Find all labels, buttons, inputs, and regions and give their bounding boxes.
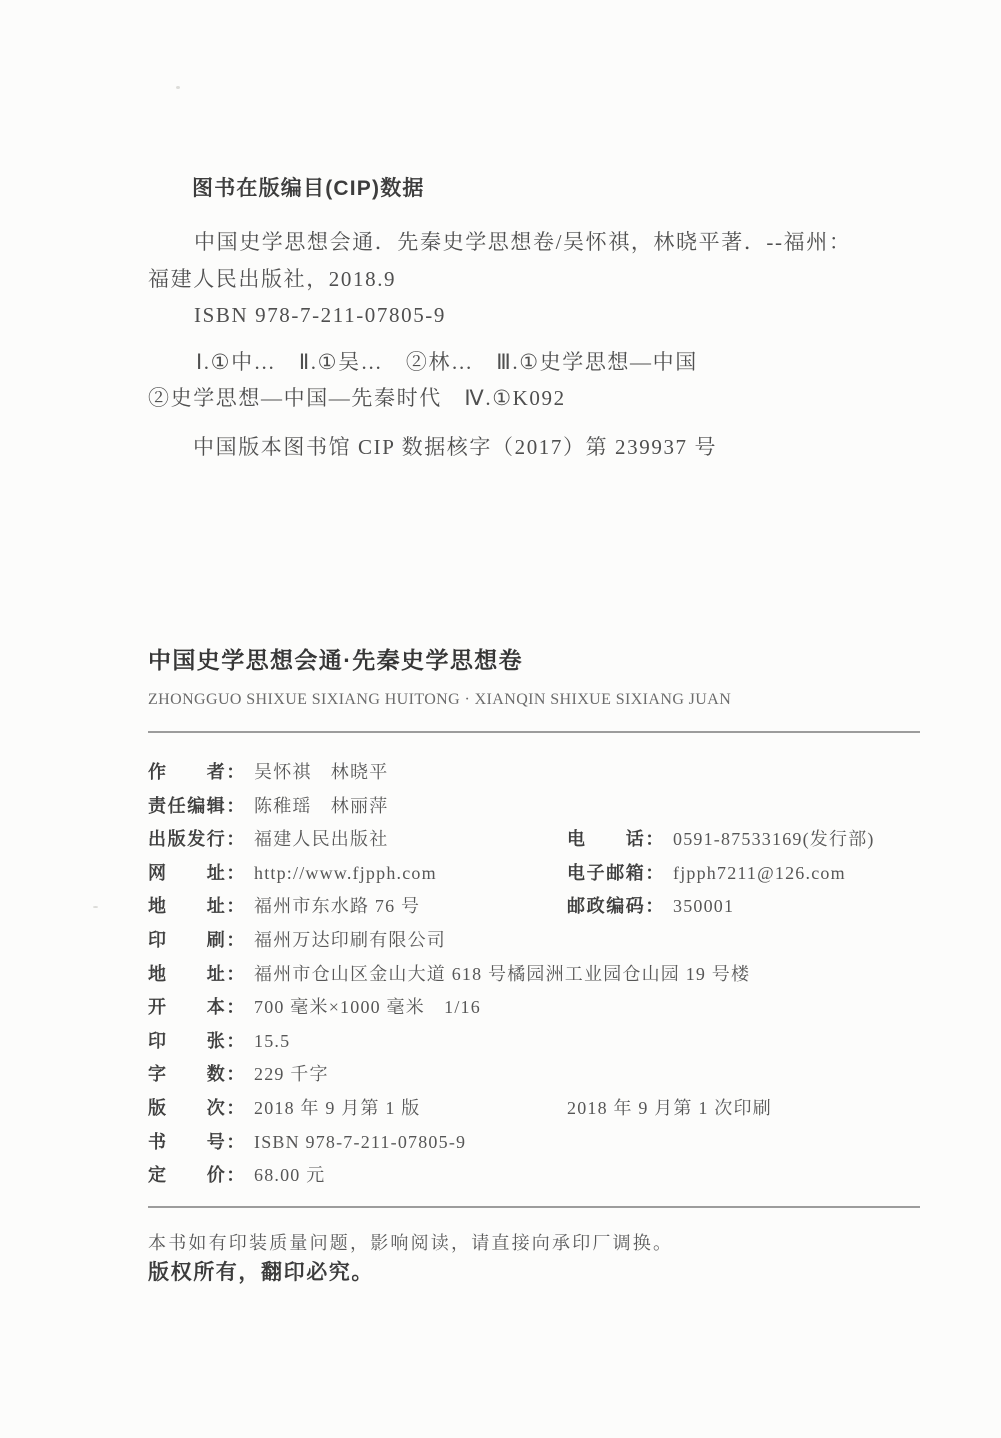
row-value: 2018 年 9 月第 1 次印刷 bbox=[567, 1098, 772, 1118]
colophon-row-website bbox=[148, 859, 948, 885]
colophon-row-printer-address bbox=[148, 960, 948, 986]
colophon-row-sheets bbox=[148, 1027, 948, 1053]
colophon-row-edition bbox=[148, 1094, 948, 1120]
row-value: 陈稚瑶 林丽萍 bbox=[254, 796, 389, 816]
row-label: 书 号： bbox=[148, 1132, 246, 1152]
row-label: 印 刷： bbox=[148, 930, 246, 950]
row-right-column bbox=[567, 892, 734, 918]
row-label: 地 址： bbox=[148, 964, 246, 984]
cip-classification-line-2: ②史学思想—中国—先秦时代 Ⅳ.①K092 bbox=[148, 386, 566, 410]
row-label: 定 价： bbox=[148, 1165, 246, 1185]
colophon-row-wordcount bbox=[148, 1060, 948, 1086]
cip-record-number-line: 中国版本图书馆 CIP 数据核字（2017）第 239937 号 bbox=[193, 435, 718, 459]
copyright-notice: 版权所有，翻印必究。 bbox=[148, 1261, 374, 1284]
row-label: 网 址： bbox=[148, 863, 246, 883]
cip-title-line: 中国史学思想会通．先秦史学思想卷/吴怀祺，林晓平著．--福州： bbox=[194, 230, 852, 254]
colophon-row-publisher bbox=[148, 825, 948, 851]
row-right-column bbox=[567, 825, 875, 851]
row-value: 15.5 bbox=[254, 1031, 291, 1051]
row-value: 229 千字 bbox=[254, 1064, 329, 1084]
row-label: 邮政编码： bbox=[567, 896, 665, 916]
row-value: http://www.fjpph.com bbox=[254, 863, 437, 883]
row-label: 版 次： bbox=[148, 1098, 246, 1118]
colophon-row-editor bbox=[148, 792, 948, 818]
book-title-pinyin: ZHONGGUO SHIXUE SIXIANG HUITONG · XIANQIN SHIXUE SIXIANG JUAN bbox=[148, 691, 732, 708]
scan-speck bbox=[176, 86, 180, 89]
colophon-row-author bbox=[148, 758, 948, 784]
row-label: 电 话： bbox=[567, 829, 665, 849]
row-label: 地 址： bbox=[148, 896, 246, 916]
row-label: 字 数： bbox=[148, 1064, 246, 1084]
row-value: ISBN 978-7-211-07805-9 bbox=[254, 1132, 467, 1152]
colophon-row-isbn bbox=[148, 1128, 948, 1154]
row-right-column bbox=[567, 1094, 772, 1120]
quality-note: 本书如有印装质量问题，影响阅读，请直接向承印厂调换。 bbox=[148, 1233, 674, 1253]
row-label: 印 张： bbox=[148, 1031, 246, 1051]
cip-publisher-line: 福建人民出版社，2018.9 bbox=[148, 267, 397, 291]
row-value: 0591-87533169(发行部) bbox=[673, 829, 875, 849]
row-value: 2018 年 9 月第 1 版 bbox=[254, 1098, 421, 1118]
colophon-row-format bbox=[148, 993, 948, 1019]
row-value: 福州万达印刷有限公司 bbox=[254, 930, 446, 950]
cip-isbn-line: ISBN 978-7-211-07805-9 bbox=[194, 303, 446, 327]
colophon-row-printer bbox=[148, 926, 948, 952]
scan-speck bbox=[93, 906, 98, 908]
row-value: 350001 bbox=[673, 896, 735, 916]
row-right-column bbox=[567, 859, 846, 885]
row-value: 福建人民出版社 bbox=[254, 829, 389, 849]
cip-header: 图书在版编目(CIP)数据 bbox=[192, 177, 425, 200]
row-value: 福州市仓山区金山大道 618 号橘园洲工业园仓山园 19 号楼 bbox=[254, 964, 751, 984]
row-label: 责任编辑： bbox=[148, 796, 246, 816]
row-label: 电子邮箱： bbox=[567, 863, 665, 883]
row-value: 福州市东水路 76 号 bbox=[254, 896, 421, 916]
row-value: fjpph7211@126.com bbox=[673, 863, 846, 883]
colophon-row-price bbox=[148, 1161, 948, 1187]
divider-rule-top bbox=[148, 731, 920, 733]
divider-rule-bottom bbox=[148, 1206, 920, 1208]
row-value: 700 毫米×1000 毫米 1/16 bbox=[254, 997, 481, 1017]
row-label: 出版发行： bbox=[148, 829, 246, 849]
row-label: 作 者： bbox=[148, 762, 246, 782]
cip-classification-line-1: Ⅰ.①中… Ⅱ.①吴… ②林… Ⅲ.①史学思想—中国 bbox=[196, 350, 698, 374]
colophon-row-address bbox=[148, 892, 948, 918]
row-value: 吴怀祺 林晓平 bbox=[254, 762, 389, 782]
row-label: 开 本： bbox=[148, 997, 246, 1017]
row-value: 68.00 元 bbox=[254, 1165, 326, 1185]
book-title: 中国史学思想会通·先秦史学思想卷 bbox=[148, 647, 524, 673]
